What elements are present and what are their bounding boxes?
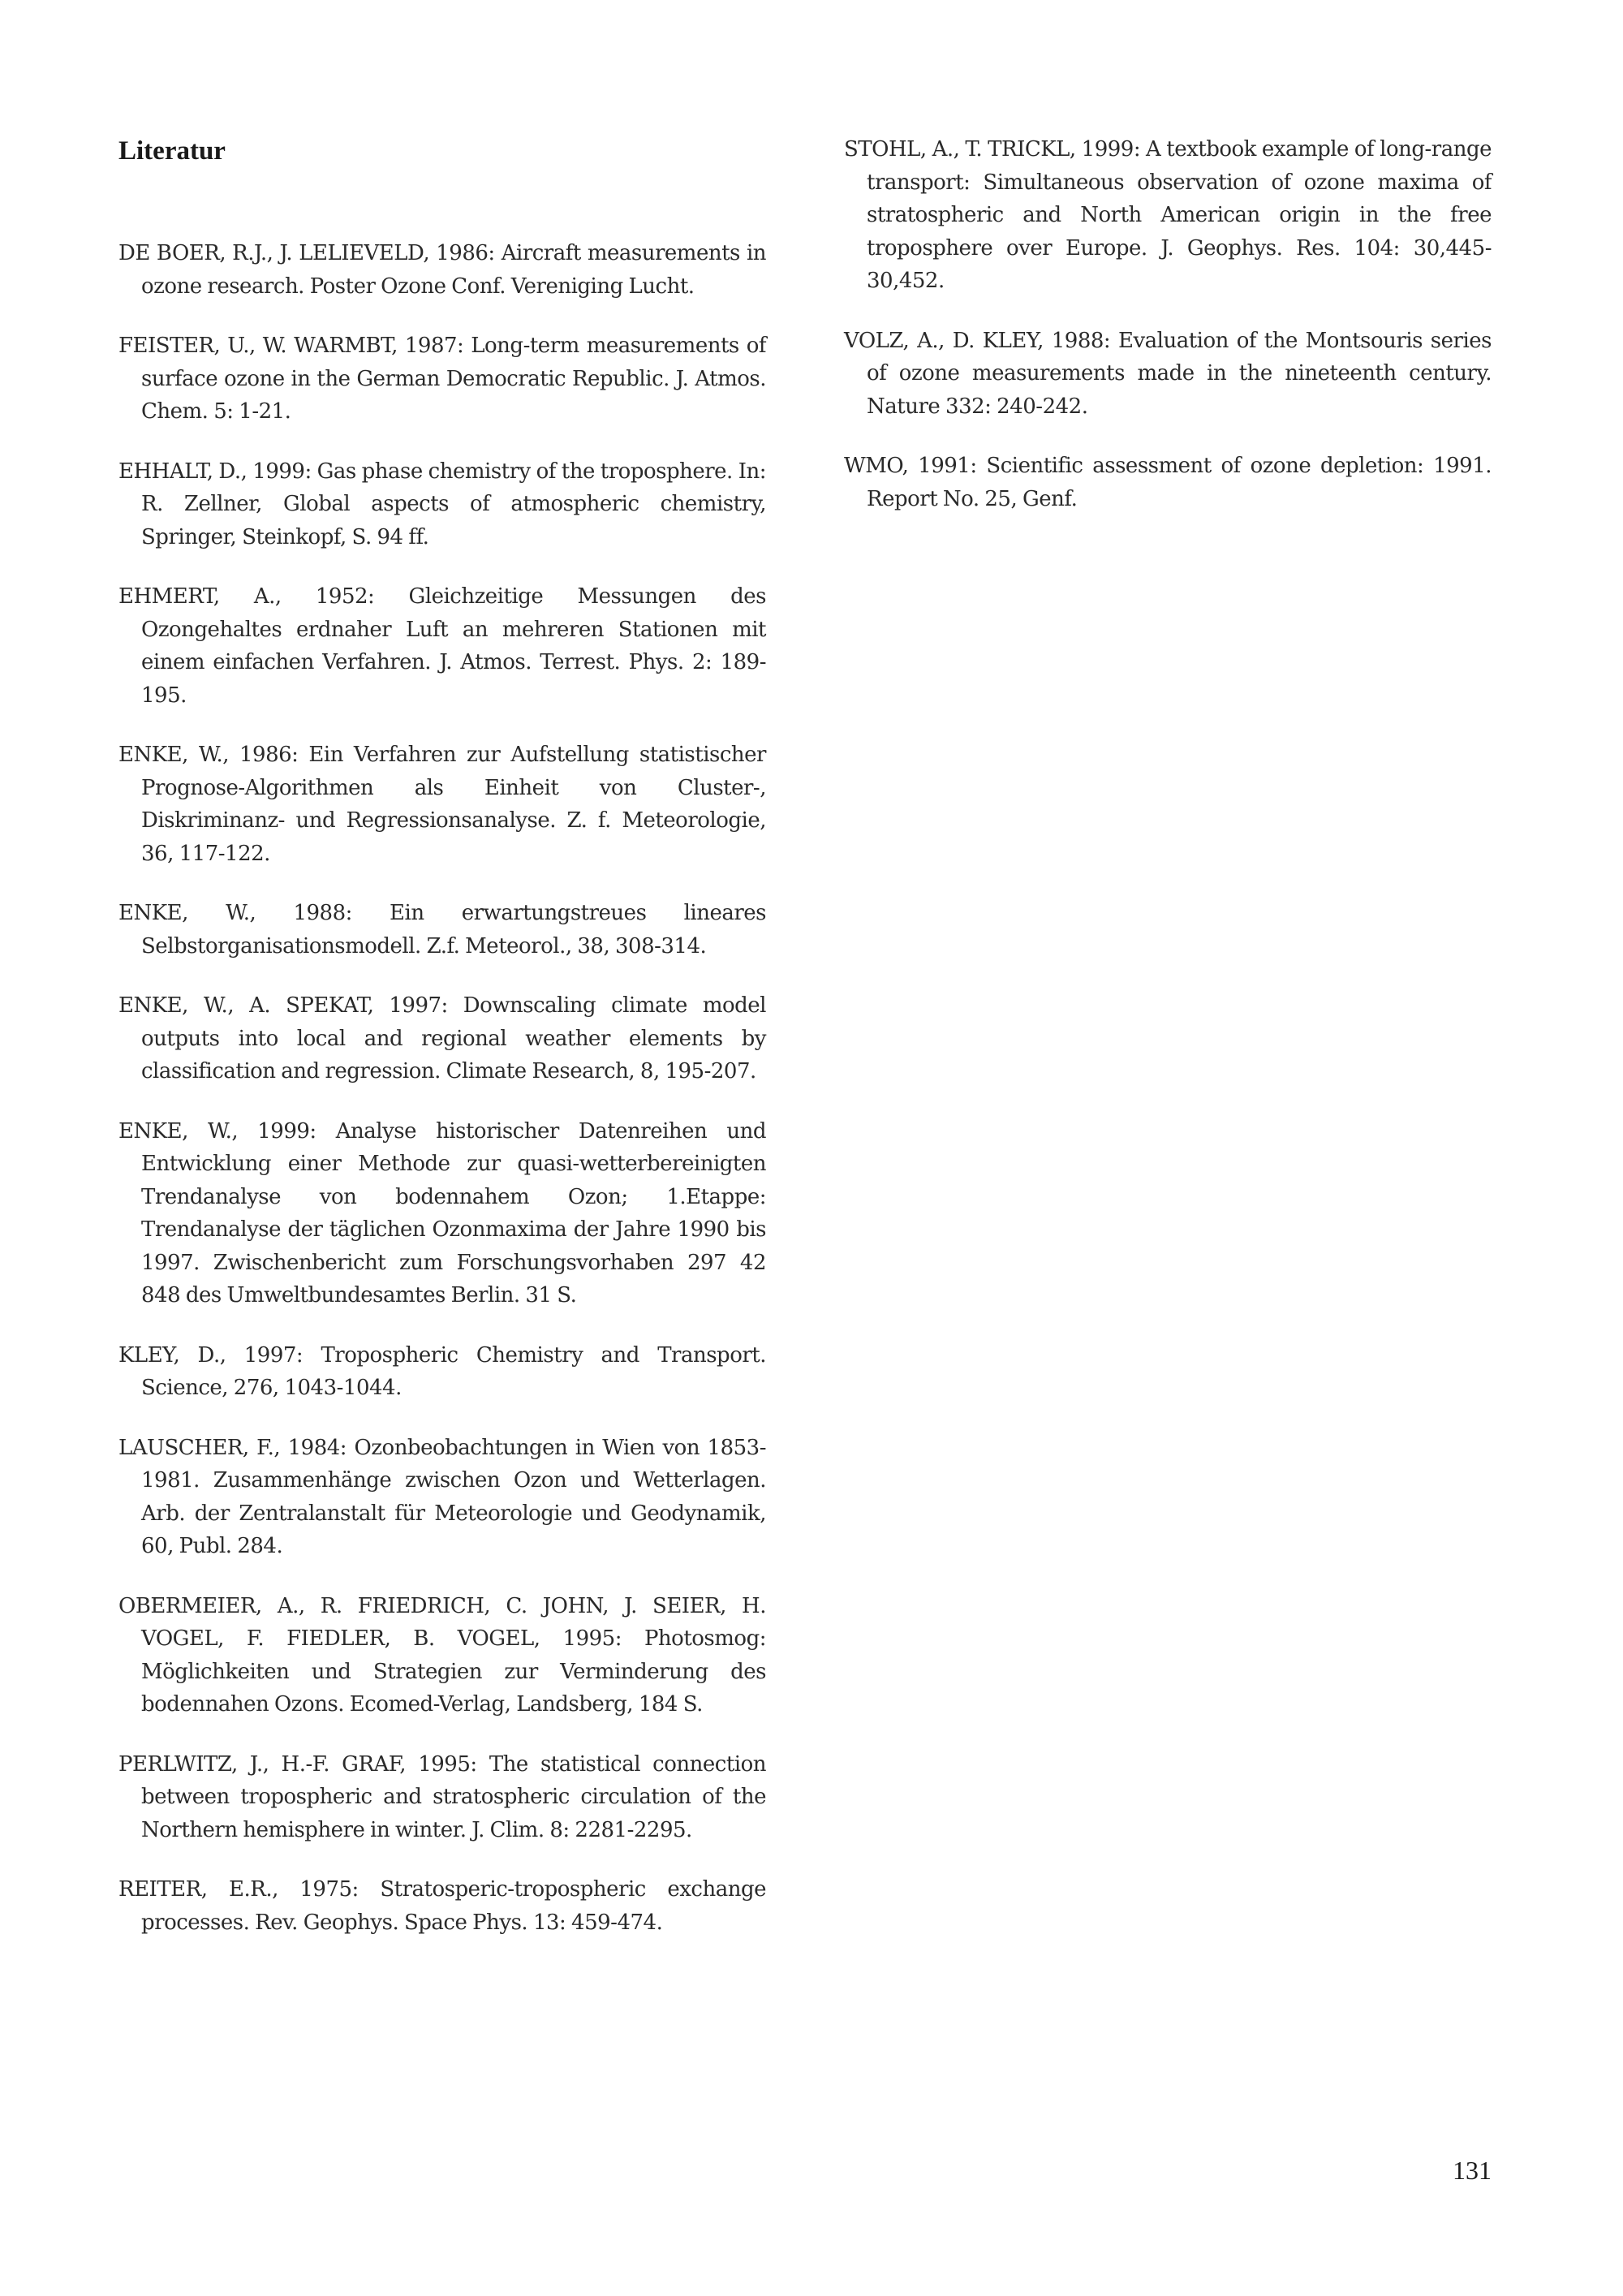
reference-entry: DE BOER, R.J., J. LELIEVELD, 1986: Aircraft measurements in ozone research. Poster Ozone Conf. Vereniging Lucht. <box>118 241 766 299</box>
references-left-column <box>118 237 766 1966</box>
references-right-column <box>844 133 1492 542</box>
section-title: Literatur <box>118 136 226 166</box>
reference-entry: ENKE, W., 1988: Ein erwartungstreues lineares Selbstorganisationsmodell. Z.f. Meteorol., 38, 308-314. <box>118 901 766 958</box>
reference-entry: VOLZ, A., D. KLEY, 1988: Evaluation of the Montsouris series of ozone measurements made in the nineteenth century. Nature 332: 240-242. <box>844 328 1492 419</box>
reference-entry: OBERMEIER, A., R. FRIEDRICH, C. JOHN, J. SEIER, H. VOGEL, F. FIEDLER, B. VOGEL, 1995: Photosmog: Möglichkeiten und Strategien zur Verminderung des bodennahen Ozons. Ecomed-Verlag, Landsberg, 184 S. <box>118 1593 766 1717</box>
reference-entry: KLEY, D., 1997: Tropospheric Chemistry and Transport. Science, 276, 1043-1044. <box>118 1342 766 1400</box>
reference-entry: REITER, E.R., 1975: Stratosperic-tropospheric exchange processes. Rev. Geophys. Space Phys. 13: 459-474. <box>118 1877 766 1935</box>
reference-entry: ENKE, W., 1986: Ein Verfahren zur Aufstellung statistischer Prognose-Algorithmen als Einheit von Cluster-, Diskriminanz- und Regressionsanalyse. Z. f. Meteorologie, 36, 117-122. <box>118 743 766 866</box>
reference-entry: PERLWITZ, J., H.-F. GRAF, 1995: The statistical connection between tropospheric and stratospheric circulation of the Northern hemisphere in winter. J. Clim. 8: 2281-2295. <box>118 1751 766 1842</box>
reference-entry: STOHL, A., T. TRICKL, 1999: A textbook example of long-range transport: Simultaneous observation of ozone maxima of stratospheric and North American origin in the free troposphere over Europe. J. Geophys. Res. 104: 30,445-30,452. <box>844 137 1492 293</box>
reference-entry: ENKE, W., A. SPEKAT, 1997: Downscaling climate model outputs into local and regional weather elements by classification and regression. Climate Research, 8, 195-207. <box>118 993 766 1083</box>
page-number: 131 <box>1453 2156 1492 2185</box>
reference-entry: LAUSCHER, F., 1984: Ozonbeobachtungen in Wien von 1853-1981. Zusammenhänge zwischen Ozon und Wetterlagen. Arb. der Zentralanstalt für Meteorologie und Geodynamik, 60, Publ. 284. <box>118 1435 766 1558</box>
reference-entry: WMO, 1991: Scientific assessment of ozone depletion: 1991. Report No. 25, Genf. <box>844 454 1492 511</box>
reference-entry: EHMERT, A., 1952: Gleichzeitige Messungen des Ozongehaltes erdnaher Luft an mehreren Stationen mit einem einfachen Verfahren. J. Atmos. Terrest. Phys. 2: 189-195. <box>118 584 766 708</box>
reference-entry: EHHALT, D., 1999: Gas phase chemistry of the troposphere. In: R. Zellner, Global aspects of atmospheric chemistry, Springer, Steinkopf, S. 94 ff. <box>118 459 766 549</box>
reference-entry: FEISTER, U., W. WARMBT, 1987: Long-term measurements of surface ozone in the German Democratic Republic. J. Atmos. Chem. 5: 1-21. <box>118 334 766 424</box>
reference-entry: ENKE, W., 1999: Analyse historischer Datenreihen und Entwicklung einer Methode zur quasi-wetterbereinigten Trendanalyse von bodennahem Ozon; 1.Etappe: Trendanalyse der täglichen Ozonmaxima der Jahre 1990 bis 1997. Zwischenbericht zum Forschungsvorhaben 297 42 848 des Umweltbundesamtes Berlin. 31 S. <box>118 1118 766 1307</box>
